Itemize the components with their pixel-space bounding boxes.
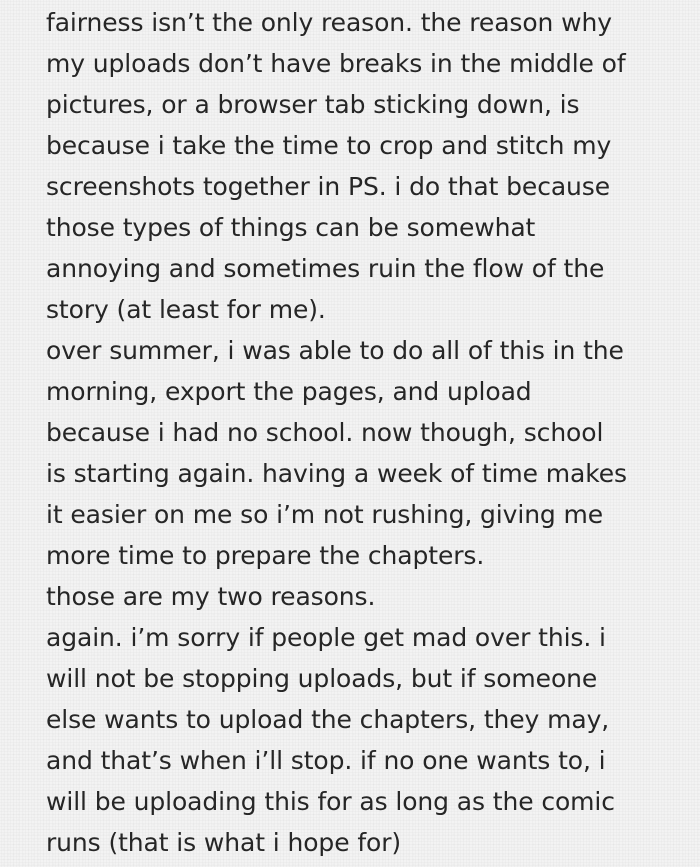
note-line-4: because i take the time to crop and stitch my: [46, 131, 612, 160]
note-line-14: more time to prepare the chapters.: [46, 541, 485, 570]
note-line-20: will be uploading this for as long as the comic: [46, 787, 615, 816]
note-line-21: runs (that is what i hope for): [46, 828, 402, 857]
note-line-18: else wants to upload the chapters, they may,: [46, 705, 610, 734]
note-line-17: will not be stopping uploads, but if someone: [46, 664, 598, 693]
note-line-15: those are my two reasons.: [46, 582, 376, 611]
note-line-13: it easier on me so i’m not rushing, giving me: [46, 500, 604, 529]
note-line-11: because i had no school. now though, school: [46, 418, 604, 447]
note-line-9: over summer, i was able to do all of this in the: [46, 336, 624, 365]
note-line-2: my uploads don’t have breaks in the middle of: [46, 49, 626, 78]
note-line-3: pictures, or a browser tab sticking down, is: [46, 90, 580, 119]
note-line-6: those types of things can be somewhat: [46, 213, 536, 242]
note-line-16: again. i’m sorry if people get mad over this. i: [46, 623, 606, 652]
note-line-5: screenshots together in PS. i do that because: [46, 172, 611, 201]
note-line-1: fairness isn’t the only reason. the reason why: [46, 8, 612, 37]
note-line-8: story (at least for me).: [46, 295, 326, 324]
note-line-10: morning, export the pages, and upload: [46, 377, 532, 406]
note-body: [46, 2, 700, 863]
note-line-12: is starting again. having a week of time makes: [46, 459, 627, 488]
note-line-19: and that’s when i’ll stop. if no one wants to, i: [46, 746, 606, 775]
note-line-7: annoying and sometimes ruin the flow of the: [46, 254, 605, 283]
